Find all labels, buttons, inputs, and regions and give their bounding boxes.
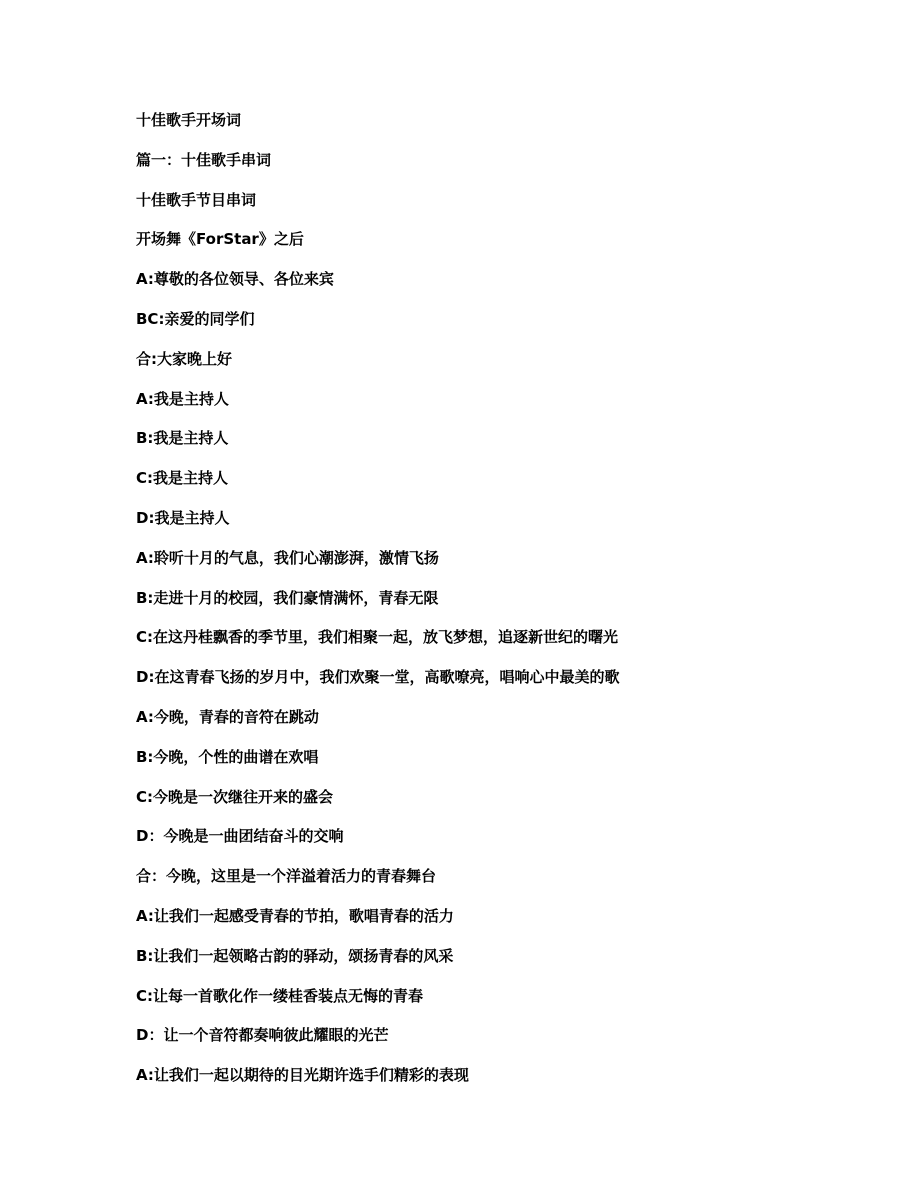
text-line: C:在这丹桂飘香的季节里，我们相聚一起，放飞梦想，追逐新世纪的曙光: [136, 628, 619, 647]
text-line: D:在这青春飞扬的岁月中，我们欢聚一堂，高歌嘹亮，唱响心中最美的歌: [136, 668, 620, 687]
section-subheading: 十佳歌手节目串词: [136, 190, 257, 209]
doc-title: 十佳歌手开场词: [136, 111, 242, 129]
text-line: A:让我们一起以期待的目光期许选手们精彩的表现: [136, 1066, 469, 1085]
text-line: 合:大家晚上好: [136, 349, 232, 368]
text-line: B:我是主持人: [136, 429, 229, 448]
text-line: C:我是主持人: [136, 469, 229, 488]
text-line: A:我是主持人: [136, 389, 229, 408]
text-line: D：今晚是一曲团结奋斗的交响: [136, 827, 344, 846]
text-line: C:今晚是一次继往开来的盛会: [136, 787, 334, 806]
text-line: D：让一个音符都奏响彼此耀眼的光芒: [136, 1026, 389, 1045]
text-line: 合：今晚，这里是一个洋溢着活力的青春舞台: [136, 867, 437, 886]
text-line: B:让我们一起领略古韵的驿动，颂扬青春的风采: [136, 946, 454, 965]
text-line: A:让我们一起感受青春的节拍，歌唱青春的活力: [136, 906, 454, 925]
text-line: 开场舞《ForStar》之后: [136, 230, 304, 249]
text-line: A:聆听十月的气息，我们心潮澎湃，激情飞扬: [136, 548, 439, 567]
text-line: A:尊敬的各位领导、各位来宾: [136, 270, 334, 289]
section-heading: 篇一：十佳歌手串词: [136, 150, 272, 169]
text-line: D:我是主持人: [136, 508, 230, 527]
text-line: B:走进十月的校园，我们豪情满怀，青春无限: [136, 588, 439, 607]
text-line: A:今晚，青春的音符在跳动: [136, 707, 319, 726]
script-lines: [136, 108, 896, 1103]
text-line: C:让每一首歌化作一缕桂香装点无悔的青春: [136, 986, 424, 1005]
text-line: B:今晚，个性的曲谱在欢唱: [136, 747, 319, 766]
text-line: BC:亲爱的同学们: [136, 309, 255, 328]
